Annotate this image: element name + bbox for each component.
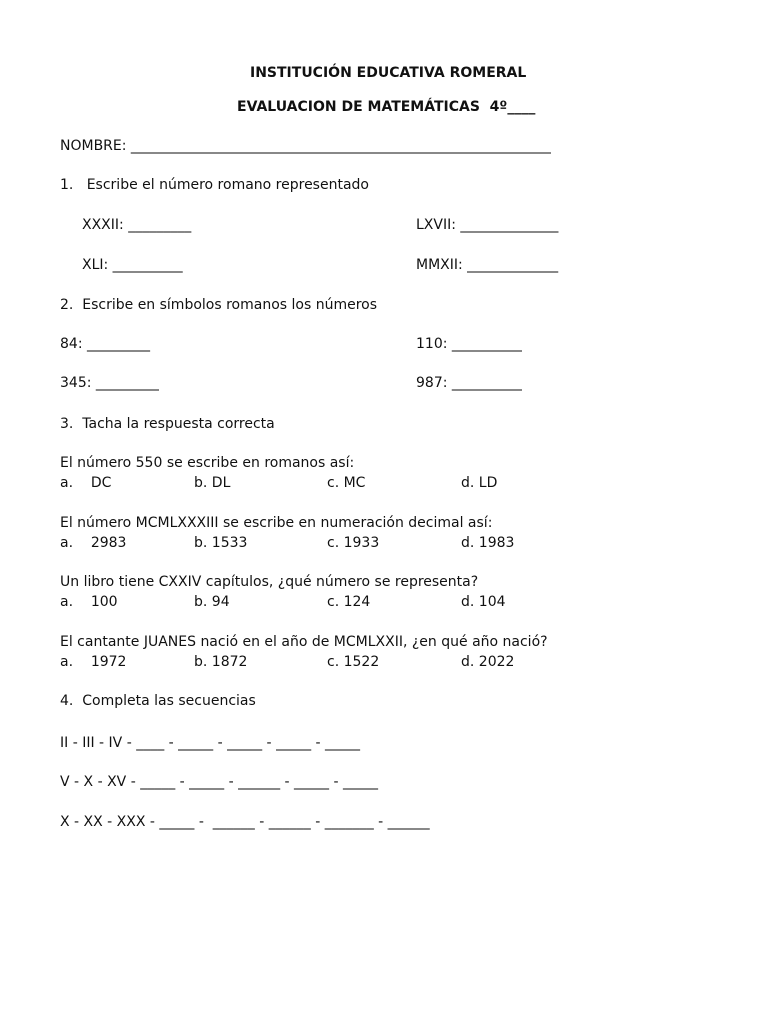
q3-3-option-a[interactable]: a. 100 (60, 594, 118, 610)
question-4-title: 4. Completa las secuencias (60, 693, 256, 709)
question-1-title: 1. Escribe el número romano representado (60, 177, 369, 193)
q2-item-2[interactable]: 110: __________ (416, 336, 522, 352)
question-3-title: 3. Tacha la respuesta correcta (60, 416, 275, 432)
q3-3-option-b[interactable]: b. 94 (194, 594, 230, 610)
q3-4-option-c[interactable]: c. 1522 (327, 654, 380, 670)
q3-2-option-b[interactable]: b. 1533 (194, 535, 248, 551)
q1-item-3[interactable]: XLI: __________ (82, 257, 183, 273)
name-field[interactable]: NOMBRE: ____________________________________________________________ (60, 138, 551, 154)
q3-3-option-c[interactable]: c. 124 (327, 594, 371, 610)
q3-2-option-a[interactable]: a. 2983 (60, 535, 127, 551)
q3-1-option-b[interactable]: b. DL (194, 475, 231, 491)
sequence-3[interactable]: X - XX - XXX - _____ - ______ - ______ - _______ - ______ (60, 814, 430, 830)
q3-1-option-d[interactable]: d. LD (461, 475, 498, 491)
sequence-1[interactable]: II - III - IV - ____ - _____ - _____ - _____ - _____ (60, 735, 361, 751)
q3-2-option-c[interactable]: c. 1933 (327, 535, 380, 551)
q1-item-4[interactable]: MMXII: _____________ (416, 257, 559, 273)
q1-item-2[interactable]: LXVII: ______________ (416, 217, 559, 233)
q3-2-option-d[interactable]: d. 1983 (461, 535, 515, 551)
q2-item-1[interactable]: 84: _________ (60, 336, 150, 352)
q3-4-option-a[interactable]: a. 1972 (60, 654, 127, 670)
q3-prompt-2: El número MCMLXXXIII se escribe en numeración decimal así: (60, 515, 493, 531)
question-2-title: 2. Escribe en símbolos romanos los números (60, 297, 378, 313)
q3-prompt-1: El número 550 se escribe en romanos así: (60, 455, 355, 471)
q3-4-option-d[interactable]: d. 2022 (461, 654, 515, 670)
q3-1-option-a[interactable]: a. DC (60, 475, 112, 491)
q2-item-4[interactable]: 987: __________ (416, 375, 522, 391)
exam-title: EVALUACION DE MATEMÁTICAS 4º____ (237, 99, 536, 115)
q3-prompt-3: Un libro tiene CXXIV capítulos, ¿qué número se representa? (60, 574, 479, 590)
q3-3-option-d[interactable]: d. 104 (461, 594, 506, 610)
sequence-2[interactable]: V - X - XV - _____ - _____ - ______ - _____ - _____ (60, 774, 379, 790)
institution-title: INSTITUCIÓN EDUCATIVA ROMERAL (250, 65, 527, 81)
q1-item-1[interactable]: XXXII: _________ (82, 217, 192, 233)
q2-item-3[interactable]: 345: _________ (60, 375, 159, 391)
q3-4-option-b[interactable]: b. 1872 (194, 654, 248, 670)
q3-1-option-c[interactable]: c. MC (327, 475, 366, 491)
q3-prompt-4: El cantante JUANES nació en el año de MCMLXXII, ¿en qué año nació? (60, 634, 548, 650)
